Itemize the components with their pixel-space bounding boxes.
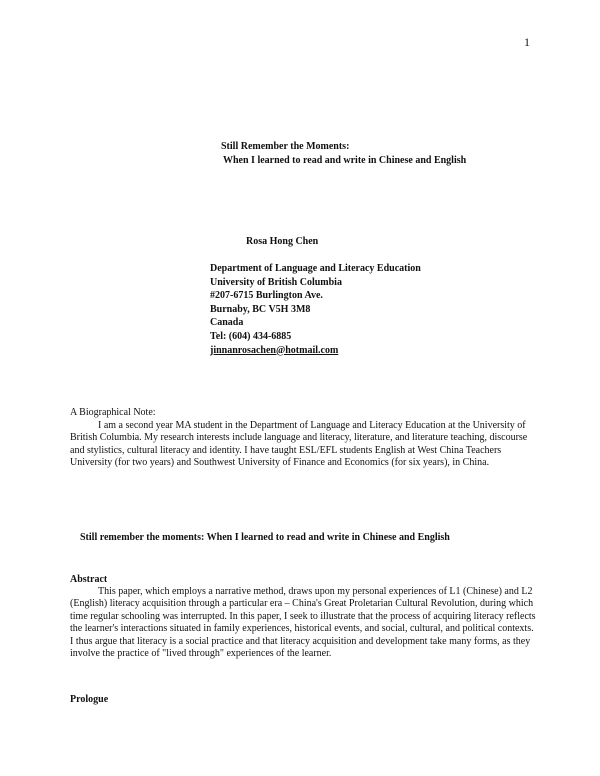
university: University of British Columbia bbox=[210, 276, 342, 288]
section-title: Still remember the moments: When I learned to read and write in Chinese and English bbox=[80, 532, 450, 543]
city-postal: Burnaby, BC V5H 3M8 bbox=[210, 303, 311, 315]
abstract-paragraph bbox=[70, 586, 538, 660]
department: Department of Language and Literacy Education bbox=[210, 263, 421, 274]
country: Canada bbox=[210, 317, 244, 329]
title-line-1: Still Remember the Moments: bbox=[221, 141, 350, 152]
email-link[interactable]: jinnanrosachen@hotmail.com bbox=[210, 344, 339, 356]
author-name: Rosa Hong Chen bbox=[246, 236, 319, 247]
bio-heading: A Biographical Note: bbox=[70, 407, 156, 418]
telephone: Tel: (604) 434-6885 bbox=[210, 330, 292, 342]
paper-title bbox=[221, 140, 466, 168]
street-address: #207-6715 Burlington Ave. bbox=[210, 290, 323, 302]
prologue-heading: Prologue bbox=[70, 694, 109, 705]
page-number: 1 bbox=[524, 35, 530, 49]
bio-paragraph bbox=[70, 420, 538, 470]
abstract-text: This paper, which employs a narrative method, draws upon my personal experiences of L1 (Chinese) and L2 (English) literacy acquisition through a particular era – China's Great Proletarian Cultural Revolution, during which time regular schooling was interrupted. In this paper, I seek to illustrate that the process of acquiring literacy reflects the learner's interactions situated in family experiences, historical events, and social, cultural, and political contexts. I thus argue that literacy is a social practice and that literacy acquisition and development take many forms, as they involve the practice of "lived through" experiences of the learner. bbox=[70, 586, 536, 660]
author-address-block bbox=[210, 262, 421, 357]
bio-text: I am a second year MA student in the Department of Language and Literacy Education at the University of British Columbia. My research interests include language and literacy, literature, and literature teaching, discourse and stylistics, cultural literacy and identity. I have taught ESL/EFL students English at West China Teachers University (for two years) and Southwest University of Finance and Economics (for six years), in China. bbox=[70, 420, 528, 469]
title-line-2: When I learned to read and write in Chinese and English bbox=[223, 155, 467, 166]
abstract-heading: Abstract bbox=[70, 574, 108, 585]
